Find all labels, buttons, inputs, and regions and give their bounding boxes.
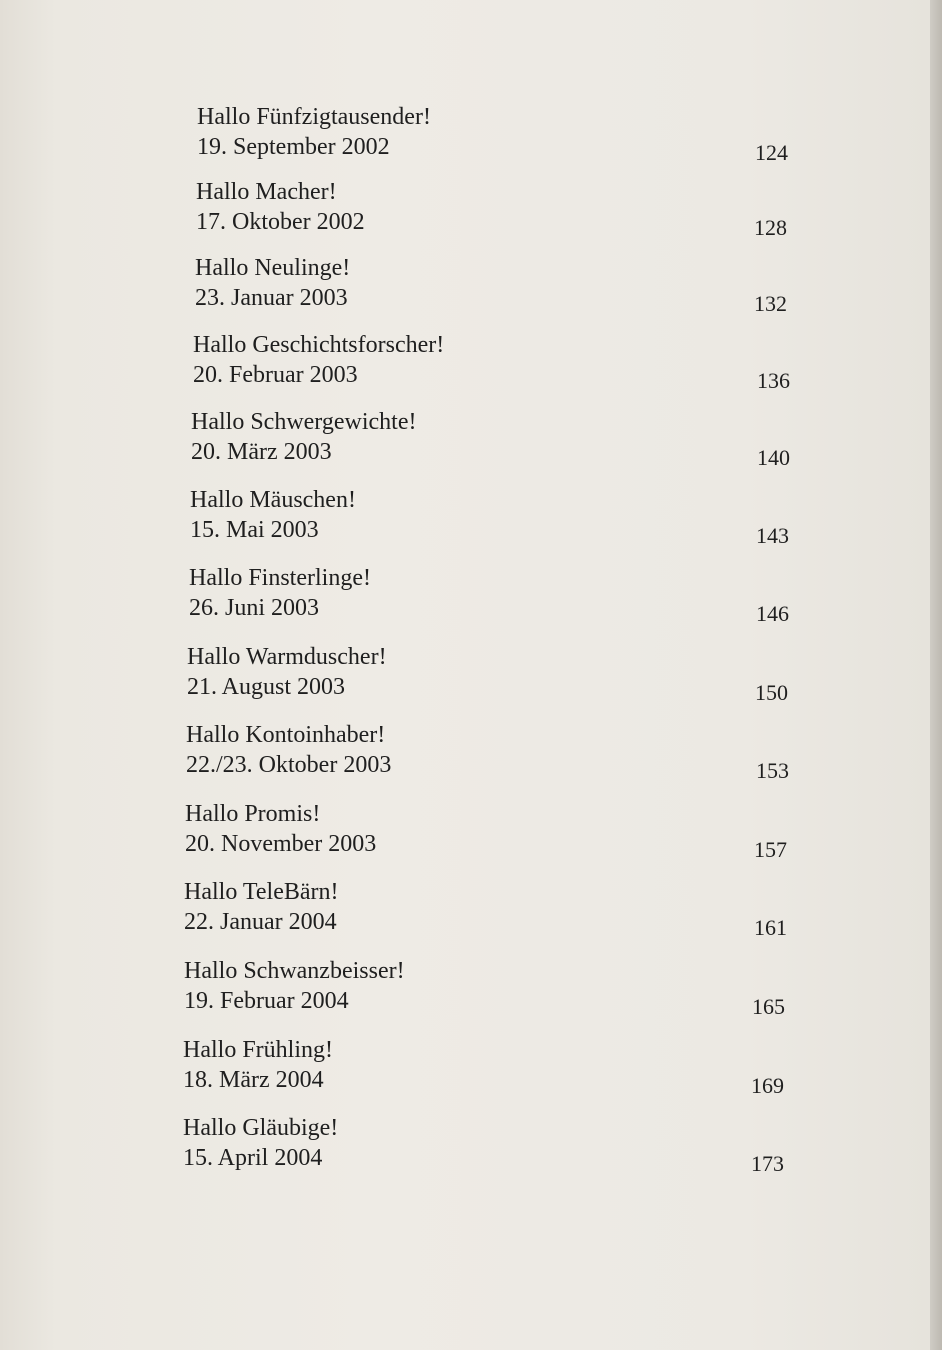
entry-page-number: 140 (757, 445, 790, 470)
toc-entry (191, 407, 811, 477)
toc-entry (193, 330, 813, 400)
page-edge (930, 0, 942, 1350)
entry-title: Hallo TeleBärn! (184, 879, 339, 905)
entry-title: Hallo Mäuschen! (190, 487, 356, 513)
entry-date: 17. Oktober 2002 (196, 209, 365, 235)
entry-title: Hallo Schwergewichte! (191, 409, 417, 435)
entry-title: Hallo Kontoinhaber! (186, 722, 386, 748)
toc-entry (187, 642, 807, 712)
entry-page-number: 161 (754, 915, 787, 940)
entry-date: 22. Januar 2004 (184, 909, 337, 935)
entry-page-number: 150 (755, 680, 788, 705)
entry-title: Hallo Macher! (196, 179, 337, 205)
toc-entry (184, 877, 804, 947)
entry-title: Hallo Geschichtsforscher! (193, 332, 445, 358)
entry-page-number: 136 (757, 368, 790, 393)
toc-entry (189, 563, 809, 633)
entry-page-number: 143 (756, 523, 789, 548)
entry-page-number: 165 (752, 994, 785, 1019)
entry-page-number: 157 (754, 837, 787, 862)
entry-page-number: 173 (751, 1151, 784, 1176)
toc-entry (190, 485, 810, 555)
entry-date: 19. September 2002 (197, 134, 390, 160)
entry-title: Hallo Fünfzigtausender! (197, 104, 431, 130)
entry-date: 15. Mai 2003 (190, 517, 319, 543)
entry-date: 23. Januar 2003 (195, 285, 348, 311)
entry-title: Hallo Gläubige! (183, 1115, 339, 1141)
entry-date: 26. Juni 2003 (189, 595, 320, 621)
entry-title: Hallo Neulinge! (195, 255, 351, 281)
toc-entry (183, 1113, 803, 1183)
toc-entry (185, 799, 805, 869)
entry-date: 20. März 2003 (191, 439, 332, 465)
entry-page-number: 169 (751, 1073, 784, 1098)
entry-page-number: 128 (754, 215, 787, 240)
entry-title: Hallo Frühling! (183, 1037, 333, 1063)
toc-entry (195, 253, 815, 323)
entry-title: Hallo Promis! (185, 801, 321, 827)
toc-entry (183, 1035, 803, 1105)
toc-entry (186, 720, 806, 790)
entry-date: 19. Februar 2004 (184, 988, 349, 1014)
entry-page-number: 146 (756, 601, 789, 626)
entry-date: 22./23. Oktober 2003 (186, 752, 392, 778)
entry-page-number: 153 (756, 758, 789, 783)
entry-title: Hallo Warmduscher! (187, 644, 387, 670)
toc-entry (184, 956, 804, 1026)
entry-date: 15. April 2004 (183, 1145, 323, 1171)
entry-date: 21. August 2003 (187, 674, 346, 700)
entry-page-number: 132 (754, 291, 787, 316)
entry-date: 20. November 2003 (185, 831, 377, 857)
entry-title: Hallo Finsterlinge! (189, 565, 371, 591)
toc-entry (197, 102, 817, 172)
entry-page-number: 124 (755, 140, 788, 165)
entry-date: 20. Februar 2003 (193, 362, 358, 388)
entry-date: 18. März 2004 (183, 1067, 324, 1093)
toc-entry (196, 177, 816, 247)
entry-title: Hallo Schwanzbeisser! (184, 958, 405, 984)
